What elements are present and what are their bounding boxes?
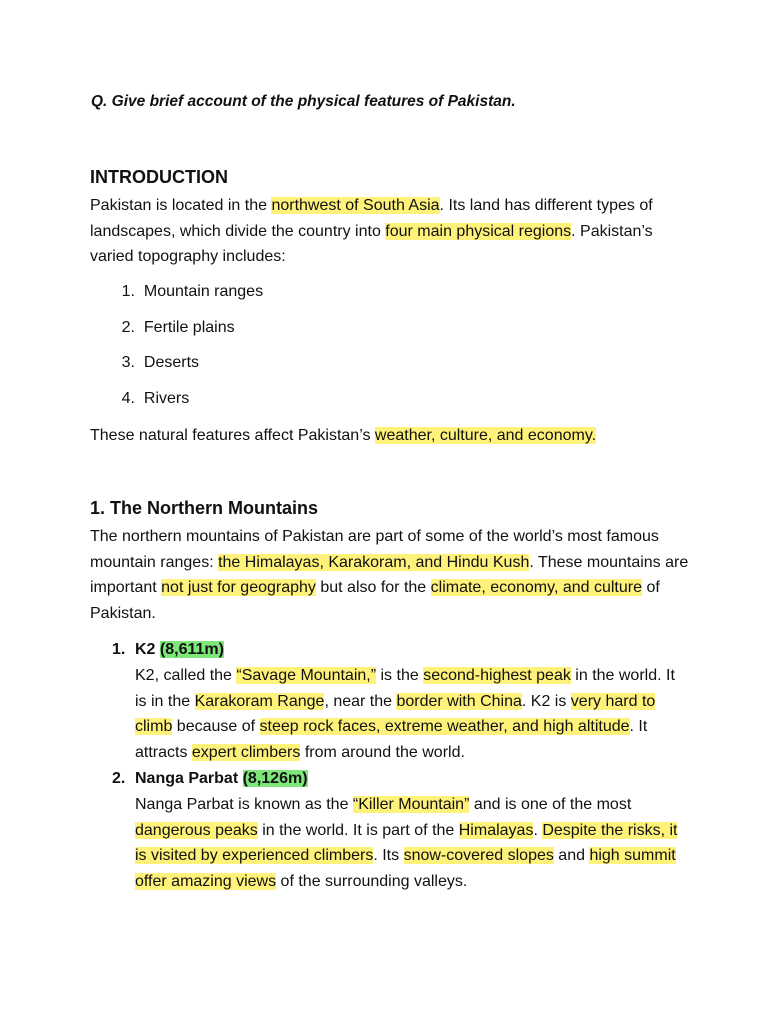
list-item-label: Mountain ranges [143, 283, 264, 300]
text-run: and is one of the most [469, 795, 632, 813]
text-run: in the world. It is part of the [257, 821, 459, 839]
list-item [90, 386, 263, 422]
list-item [90, 279, 263, 315]
text-run: in the world. It is in the [135, 666, 675, 710]
list-item [90, 350, 263, 386]
text-run: . Its [373, 847, 404, 865]
highlight: high summit offer amazing views [135, 847, 676, 891]
regions-list [90, 279, 263, 422]
highlight: very hard to climb [135, 692, 656, 736]
text-run: . Its land has different types of landscapes, which divide the country into [90, 197, 653, 240]
highlight: “Savage Mountain,” [236, 666, 377, 684]
list-item [90, 315, 263, 351]
peak-name: K2 [135, 641, 160, 658]
peak-title [135, 637, 680, 663]
highlight: climate, economy, and culture [430, 579, 642, 596]
highlight: steep rock faces, extreme weather, and high altitude [259, 718, 630, 736]
text-run: These natural features affect Pakistan’s [90, 427, 375, 444]
text-run: of the surrounding valleys. [276, 873, 468, 891]
question-title: Q. Give brief account of the physical features of Pakistan. [91, 93, 516, 110]
highlight: dangerous peaks [135, 821, 258, 839]
peaks-list [90, 637, 680, 895]
peak-name: Nanga Parbat [135, 769, 243, 787]
text-run: Nanga Parbat is known as the [135, 795, 353, 813]
text-run: , near the [324, 692, 397, 710]
text-run: Pakistan is located in the [90, 197, 272, 214]
highlight: northwest of South Asia [271, 197, 440, 214]
text-run: but also for the [315, 579, 431, 596]
highlight: not just for geography [161, 579, 316, 596]
text-run: . It attracts [135, 718, 648, 762]
text-run: The northern mountains of Pakistan are part of some of the world’s most famous mountain ranges: [90, 528, 659, 571]
list-number: 3. [121, 354, 135, 372]
northern-paragraph [90, 524, 690, 626]
northern-heading: 1. The Northern Mountains [90, 498, 319, 518]
highlight: four main physical regions [385, 222, 572, 240]
text-run: is the [376, 666, 424, 684]
highlight: “Killer Mountain” [352, 795, 470, 813]
highlight: Himalayas [458, 821, 534, 839]
text-run: and [553, 847, 590, 865]
highlight: the Himalayas, Karakoram, and Hindu Kush [218, 553, 530, 571]
peak-height: (8,611m) [159, 641, 224, 658]
list-number: 4. [121, 390, 135, 408]
highlight: expert climbers [191, 744, 301, 762]
features-paragraph [90, 423, 690, 449]
highlight: weather, culture, and economy. [374, 427, 597, 444]
list-number: 1. [112, 641, 126, 658]
list-item-label: Fertile plains [143, 318, 235, 336]
text-run: . K2 is [521, 692, 571, 710]
highlight: second-highest peak [423, 666, 571, 684]
text-run: . [533, 821, 543, 839]
list-number: 2. [112, 769, 126, 787]
list-item-label: Deserts [143, 354, 200, 372]
list-item-label: Rivers [143, 390, 190, 408]
list-number: 1. [121, 283, 135, 300]
peak-item-nanga-parbat [90, 766, 680, 895]
text-run: of Pakistan. [90, 579, 660, 622]
text-run: because of [172, 718, 260, 736]
peak-height: (8,126m) [242, 769, 308, 787]
peak-title [135, 766, 680, 792]
text-run: from around the world. [300, 744, 465, 762]
peak-item-k2 [90, 637, 680, 766]
text-run: K2, called the [135, 666, 237, 684]
highlight: border with China [396, 692, 522, 710]
highlight: Despite the risks, it is visited by experienced climbers [135, 821, 678, 865]
highlight: snow-covered slopes [403, 847, 554, 865]
text-run: . Pakistan’s varied topography includes: [90, 222, 653, 265]
highlight: Karakoram Range [194, 692, 325, 710]
intro-paragraph [90, 193, 690, 270]
list-number: 2. [121, 318, 135, 336]
intro-heading: INTRODUCTION [90, 167, 228, 187]
text-run: . These mountains are important [90, 553, 689, 596]
